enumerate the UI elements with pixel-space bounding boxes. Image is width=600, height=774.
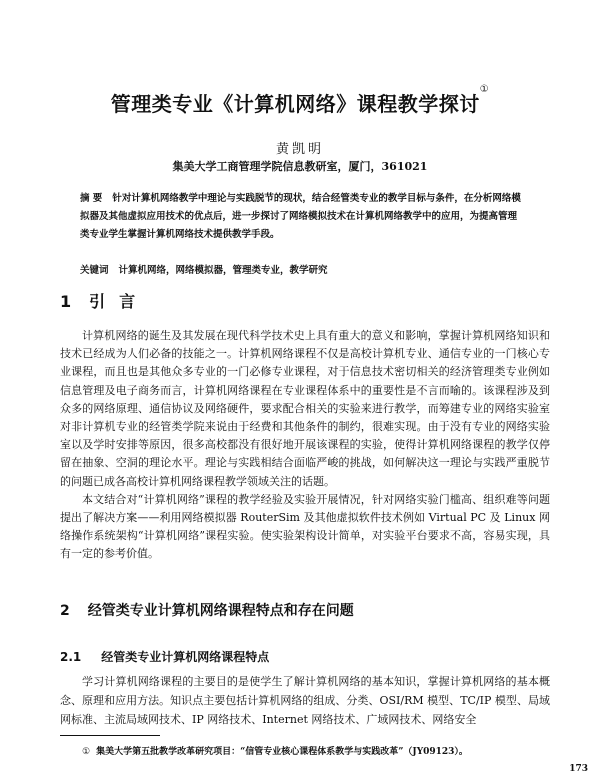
footnote-divider <box>60 735 160 736</box>
section-2-heading <box>60 600 354 620</box>
footnote-marker: ① <box>82 747 91 757</box>
section-2-1-title: 经管类专业计算机网络课程特点 <box>101 650 270 664</box>
footnote-text: 集美大学第五批教学改革研究项目：“信管专业核心课程体系教学与实践改革”（JY09123）。 <box>96 747 468 757</box>
paragraph: 本文结合对“计算机网络”课程的教学经验及实验开展情况，针对网络实验门槛高、组织难等问题提出了解决方案——利用网络模拟器 RouterSim 及其他虚拟软件技术例如 Virtual PC 及 Linux 网络操作系统架构“计算机网络”课程实验。使实验架构设计简单，对实验平台要求不高，容易实现，具有一定的参考价值。 <box>60 492 550 561</box>
keywords <box>80 262 525 276</box>
section-2-number: 2 <box>60 603 70 619</box>
section-2-1-heading <box>60 648 269 665</box>
paper-title: 管理类专业《计算机网络》课程教学探讨① <box>110 84 490 116</box>
abstract-label: 摘 要 <box>80 193 103 204</box>
paragraph: 学习计算机网络课程的主要目的是使学生了解计算机网络的基本知识，掌握计算机网络的基本概念、原理和应用方法。知识点主要包括计算机网络的组成、分类、OSI/RM 模型、TC/IP 模型、局域网标准、主流局域网技术、IP 网络技术、Internet 网络技术、广域网技术、网络安全 <box>60 675 550 726</box>
section-2-title: 经管类专业计算机网络课程特点和存在问题 <box>87 603 354 619</box>
author-name: 黄凯明 <box>275 142 324 157</box>
keywords-text: 计算机网络，网络模拟器，管理类专业，教学研究 <box>118 265 328 276</box>
author-affiliation: 集美大学工商管理学院信息教研室，厦门，361021 <box>172 160 428 173</box>
section-2-1-body <box>60 672 550 729</box>
footnote <box>82 744 468 757</box>
abstract-text: 针对计算机网络教学中理论与实践脱节的现状，结合经管类专业的教学目标与条件，在分析网络模拟器及其他虚拟应用技术的优点后，进一步探讨了网络模拟技术在计算机网络教学中的应用，为提高管理类专业学生掌握计算机网络技术提供教学手段。 <box>80 193 521 240</box>
section-1-heading <box>60 289 149 312</box>
section-2-1-number: 2.1 <box>60 650 82 664</box>
page-number: 173 <box>569 764 588 774</box>
keywords-label: 关键词 <box>80 265 109 276</box>
section-1-number: 1 <box>60 292 72 311</box>
paragraph: 计算机网络的诞生及其发展在现代科学技术史上具有重大的意义和影响，掌握计算机网络知识和技术已经成为人们必备的技能之一。计算机网络课程不仅是高校计算机专业、通信专业的一门核心专业课程，而且也是其他众多专业的一门必修专业课程，对于信息技术密切相关的经济管理类专业例如信息管理及电子商务而言，计算机网络课程在专业课程体系中的重要性是不言而喻的。该课程涉及到众多的网络原理、通信协议及网络硬件，要求配合相关的实验来进行教学，而筹建专业的网络实验室对非计算机专业的经管类学院来说由于经费和其他条件的制约，很难实现。由于没有专业的网络实验室以及学时安排等原因，很多高校都没有很好地开展该课程的实验，使得计算机网络课程的教学仅停留在抽象、空洞的理论水平。理论与实践相结合面临严峻的挑战，如何解决这一理论与实践严重脱节的问题已成各高校计算机网络课程教学领域关注的话题。 <box>60 329 550 488</box>
section-1-title: 引言 <box>89 292 150 311</box>
section-1-body <box>60 327 550 564</box>
abstract <box>80 190 525 244</box>
title-footnote-marker: ① <box>479 84 490 95</box>
